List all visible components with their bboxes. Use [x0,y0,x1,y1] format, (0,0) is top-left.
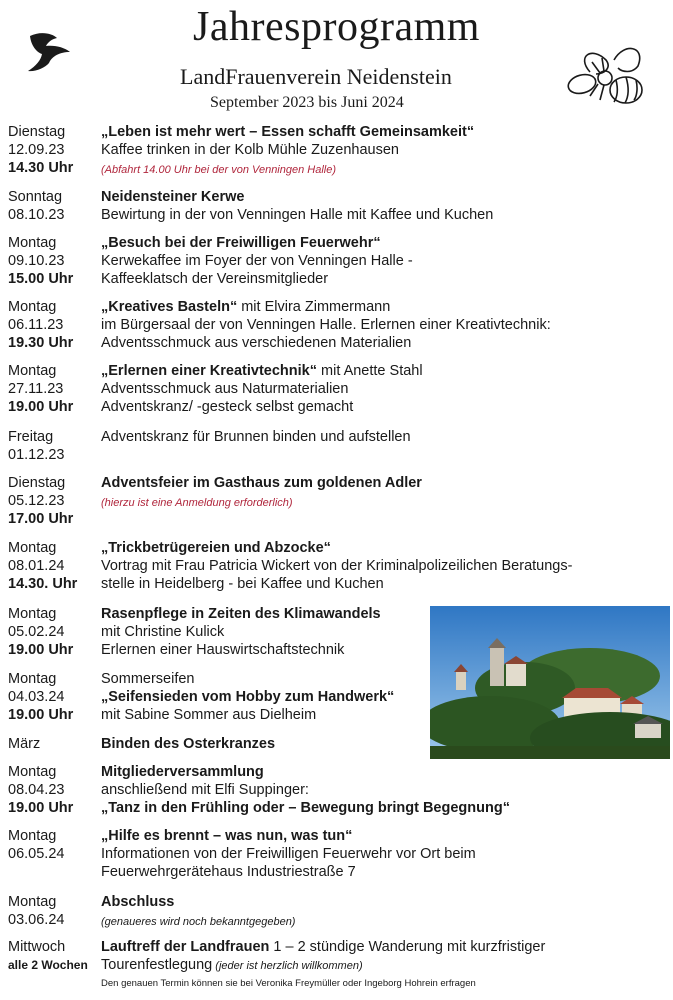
event-when [8,474,73,528]
event-when [8,605,73,659]
event-date: 05.02.24 [8,624,65,640]
event-line: Erlernen einer Hauswirtschaftstechnik [101,642,345,658]
event-day: Montag [8,540,57,556]
event-when [8,234,73,288]
event-day: März [8,736,41,752]
event-when [8,188,64,224]
event-line: mit Christine Kulick [101,624,225,640]
event-when [8,893,64,929]
event-title: Lauftreff der Landfrauen [101,939,270,955]
event-note: (hierzu ist eine Anmeldung erforderlich) [101,497,293,509]
event-title: „Trickbetrügereien und Abzocke“ [101,540,331,556]
event-day: Freitag [8,429,54,445]
event-title: Adventsfeier im Gasthaus zum goldenen Adler [101,475,422,491]
contact-note: Den genauen Termin können sie bei Veronika Freymüller oder Ingeborg Hohrein erfragen [101,978,476,989]
event-details [101,605,381,659]
event-frequency: alle 2 Wochen [8,958,88,972]
event-date: 06.11.23 [8,317,64,333]
event-note: (Abfahrt 14.00 Uhr bei der von Venningen Halle) [101,164,337,176]
event-line: stelle in Heidelberg - bei Kaffee und Kuchen [101,576,384,592]
event-time: 19.00 Uhr [8,800,74,816]
event-details [101,188,493,224]
event-time: 19.00 Uhr [8,399,74,415]
event-date: 08.04.23 [8,782,65,798]
event-details [101,938,545,993]
event-line: Adventskranz für Brunnen binden und aufstellen [101,429,411,445]
event-day: Montag [8,828,57,844]
event-day: Montag [8,671,57,687]
event-when [8,362,73,416]
event-time: 19.30 Uhr [8,335,74,351]
event-line: Vortrag mit Frau Patricia Wickert von der Kriminalpolizeilichen Beratungs- [101,558,573,574]
event-details [101,428,411,446]
event-note: (jeder ist herzlich willkommen) [212,960,363,972]
event-subtitle: „Tanz in den Frühling oder – Bewegung bringt Begegnung“ [101,800,510,816]
event-details [101,827,476,881]
event-when [8,539,77,593]
event-line: im Bürgersaal der von Venningen Halle. Erlernen einer Kreativtechnik: [101,317,551,333]
event-title: Binden des Osterkranzes [101,736,276,752]
event-host: mit Anette Stahl [316,363,423,379]
event-details [101,763,510,817]
event-note: (genaueres wird noch bekanntgegeben) [101,916,296,928]
event-title: „Kreatives Basteln“ [101,299,238,315]
event-day: Montag [8,764,57,780]
event-day: Dienstag [8,475,66,491]
event-title: Neidensteiner Kerwe [101,189,245,205]
event-line: Adventsschmuck aus Naturmaterialien [101,381,349,397]
event-day: Montag [8,235,57,251]
event-date: 08.01.24 [8,558,65,574]
event-line: Tourenfestlegung [101,957,213,973]
event-title: Abschluss [101,894,175,910]
event-time: 15.00 Uhr [8,271,74,287]
event-date: 27.11.23 [8,381,64,397]
event-date: 12.09.23 [8,142,65,158]
event-host: mit Elvira Zimmermann [237,299,391,315]
event-when [8,670,73,724]
event-date: 03.06.24 [8,912,65,928]
event-line: Sommerseifen [101,671,195,687]
event-details [101,298,551,352]
event-title: „Seifensieden vom Hobby zum Handwerk“ [101,689,395,705]
event-line: Kaffee trinken in der Kolb Mühle Zuzenhausen [101,142,399,158]
bee-icon [560,40,660,112]
event-time: 14.30. Uhr [8,576,78,592]
event-day: Dienstag [8,124,66,140]
event-when [8,298,73,352]
event-when [8,938,88,974]
event-date: 09.10.23 [8,253,65,269]
event-date: 06.05.24 [8,846,65,862]
event-details [101,123,474,179]
event-day: Montag [8,606,57,622]
event-line: mit Sabine Sommer aus Dielheim [101,707,317,723]
event-title: Mitgliederversammlung [101,764,264,780]
season-range: September 2023 bis Juni 2024 [210,94,404,111]
event-when [8,123,73,177]
event-time: 19.00 Uhr [8,642,74,658]
event-details [101,735,275,753]
event-date: 01.12.23 [8,447,65,463]
event-when [8,735,40,753]
event-details [101,670,394,724]
page-title: Jahresprogramm [193,4,480,50]
event-day: Montag [8,299,57,315]
organization-name: LandFrauenverein Neidenstein [180,64,452,89]
event-title: „Erlernen einer Kreativtechnik“ [101,363,317,379]
event-title: „Besuch bei der Freiwilligen Feuerwehr“ [101,235,381,251]
event-when [8,827,64,863]
event-date: 05.12.23 [8,493,65,509]
event-date: 08.10.23 [8,207,65,223]
event-line: Kerwekaffee im Foyer der von Venningen Halle - [101,253,413,269]
event-line: Informationen von der Freiwilligen Feuerwehr vor Ort beim [101,846,476,862]
event-title: Rasenpflege in Zeiten des Klimawandels [101,606,381,622]
event-line: Adventskranz/ -gesteck selbst gemacht [101,399,354,415]
event-line: Feuerwehrgerätehaus Industriestraße 7 [101,864,356,880]
event-line: Kaffeeklatsch der Vereinsmitglieder [101,271,329,287]
event-details [101,893,295,931]
event-title: „Hilfe es brennt – was nun, was tun“ [101,828,353,844]
event-day: Mittwoch [8,939,66,955]
event-when [8,428,64,464]
event-line: 1 – 2 stündige Wanderung mit kurzfristiger [269,939,546,955]
event-details [101,362,423,416]
event-details [101,234,413,288]
event-date: 04.03.24 [8,689,65,705]
event-time: 17.00 Uhr [8,511,74,527]
event-when [8,763,73,817]
event-title: „Leben ist mehr wert – Essen schafft Gemeinsamkeit“ [101,124,475,140]
event-time: 19.00 Uhr [8,707,74,723]
event-day: Montag [8,363,57,379]
castle-photo [430,606,670,759]
event-line: anschließend mit Elfi Suppinger: [101,782,309,798]
event-line: Bewirtung in der von Venningen Halle mit Kaffee und Kuchen [101,207,494,223]
event-time: 14.30 Uhr [8,160,74,176]
event-day: Sonntag [8,189,63,205]
event-details [101,539,572,593]
event-day: Montag [8,894,57,910]
event-details [101,474,422,512]
event-line: Adventsschmuck aus verschiedenen Materialien [101,335,412,351]
